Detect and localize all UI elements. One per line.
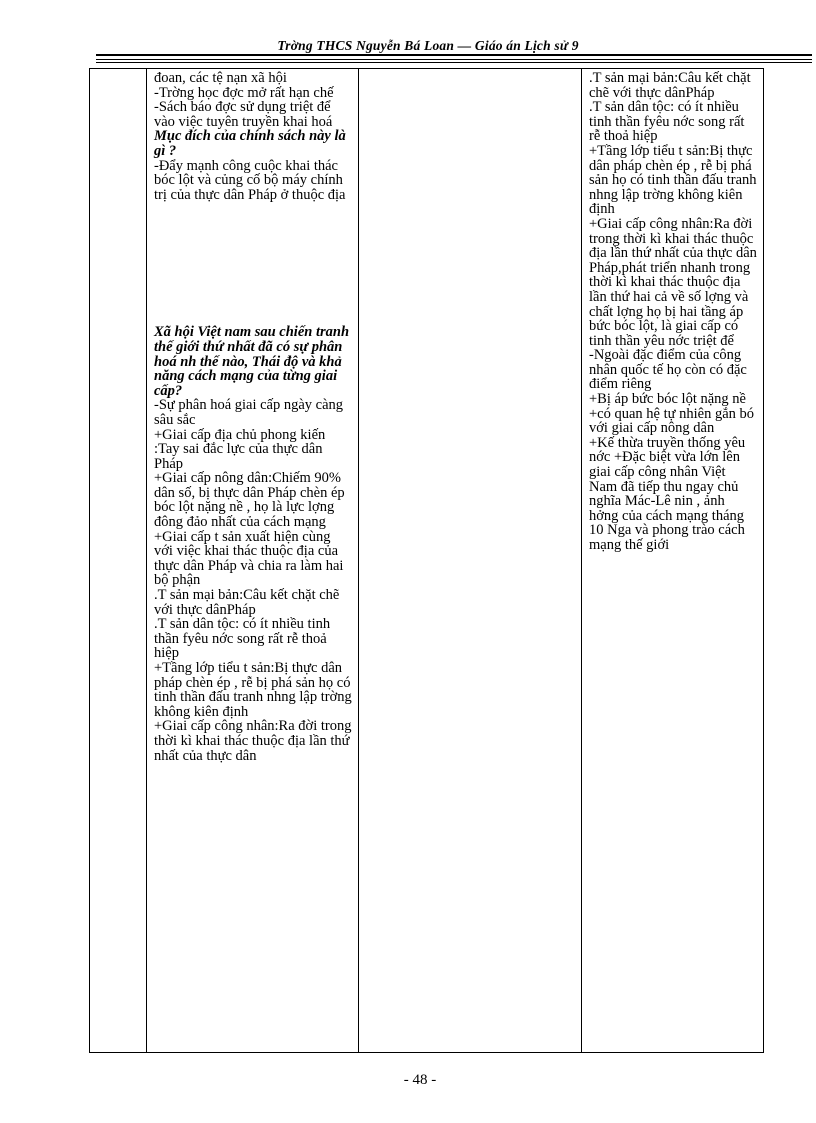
header-rule-thin-2 [96, 62, 812, 63]
paragraph: +Giai cấp địa chủ phong kiến :Tay sai đắc lực của thực dân Pháp [154, 426, 326, 472]
paragraph: +Bị áp bức bóc lột nặng nề +có quan hệ tự nhiên gắn bó với giai cấp nông dân [589, 391, 755, 437]
paragraph: +Giai cấp t sản xuất hiện cùng với việc khai thác thuộc địa của thực dân Pháp và chia ra làm hai bộ phận [154, 528, 344, 589]
question-heading: Xã hội Việt nam sau chiến tranh thế giới thứ nhất đã có sự phân hoá nh thế nào, Thái độ và khả năng cách mạng của từng giai cấp? [154, 324, 350, 399]
paragraph: .T sản dân tộc: có ít nhiều tinh thần fyêu nớc song rất rễ thoả hiệp [154, 616, 331, 662]
paragraph: +Tầng lớp tiểu t sản:Bị thực dân pháp chèn ép , rễ bị phá sản họ có tinh thần đấu tranh nhng lập trờng không kiên định [154, 660, 352, 720]
paragraph: đoan, các tệ nạn xã hội [154, 70, 287, 86]
table-row [90, 69, 764, 1053]
paragraph: .T sản mại bản:Câu kết chặt chẽ với thực dânPháp [589, 70, 751, 101]
paragraph: -Sự phân hoá giai cấp ngày càng sâu sắc [154, 397, 344, 428]
paragraph: +Tầng lớp tiểu t sản:Bị thực dân pháp chèn ép , rễ bị phá sản họ có tinh thần đấu tranh nhng lập trờng không kiên định [589, 142, 757, 218]
paragraph: +Kế thừa truyền thống yêu nớc +Đặc biệt vừa lớn lên giai cấp công nhân Việt Nam đã tiếp thu ngay chủ nghĩa Mác-Lê nin , ảnh hởng của cách mạng tháng 10 Nga và phong trào cách mạng thế giới [589, 434, 746, 553]
paragraph: -Sách báo đợc sử dụng triệt để vào việc tuyên truyền khai hoá [154, 99, 333, 130]
question-heading: Mục đích của chính sách này là gì ? [154, 128, 346, 159]
content-cell [582, 69, 764, 1053]
paragraph: .T sản mại bản:Câu kết chặt chẽ với thực dânPháp [154, 587, 340, 618]
paragraph: .T sản dân tộc: có ít nhiều tinh thần fyêu nớc song rất rễ thoả hiệp [589, 99, 745, 145]
paragraph: +Giai cấp công nhân:Ra đời trong thời kì khai thác thuộc địa lần thứ nhất của thực dân Pháp,phát triển nhanh trong thời kì khai thác thuộc địa lần thứ hai cả về số lợng và chất lợng họ bị hai tầng áp bức bóc lột, là giai cấp có tinh thần yêu nớc triệt để [589, 215, 757, 349]
page-header-title: Trờng THCS Nguyễn Bá Loan — Giáo án Lịch sử 9 [277, 38, 579, 53]
teacher-activity-cell [147, 69, 359, 1053]
empty-column-cell [359, 69, 582, 1053]
header-rule-thick [96, 54, 812, 56]
header-rule-thin [96, 59, 812, 60]
paragraph: +Giai cấp công nhân:Ra đời trong thời kì khai thác thuộc địa lần thứ nhất của thực dân [154, 718, 352, 764]
paragraph: +Giai cấp nông dân:Chiếm 90% dân số, bị thực dân Pháp chèn ép bóc lột nặng nề , họ là lực lợng đông đảo nhất của cách mạng [154, 470, 345, 531]
page-number: - 48 - [403, 1072, 437, 1088]
blank-space [154, 202, 352, 325]
paragraph: -Đẩy mạnh công cuộc khai thác bóc lột và củng cố bộ máy chính trị của thực dân Pháp ở thuộc địa [154, 157, 346, 203]
paragraph: -Ngoài đặc điểm của công nhân quốc tế họ còn có đặc điểm riêng [589, 347, 747, 393]
empty-column-cell [90, 69, 147, 1053]
lesson-plan-table [89, 68, 764, 1053]
paragraph: -Trờng học đợc mở rất hạn chế [154, 84, 334, 101]
